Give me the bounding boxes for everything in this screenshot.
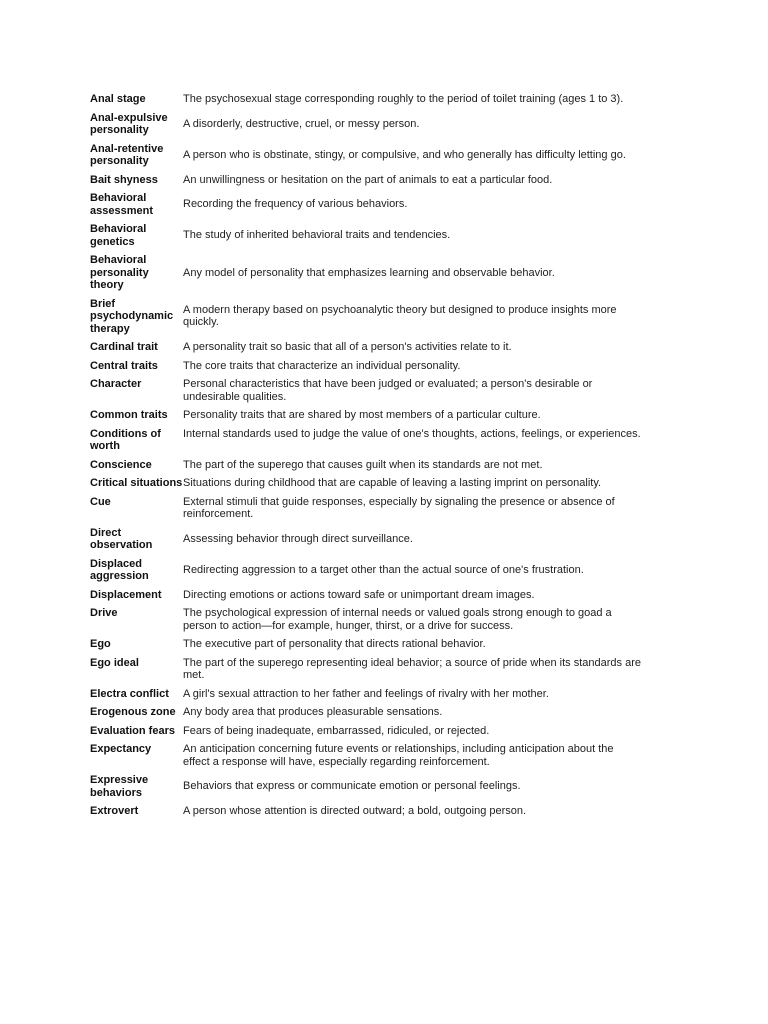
glossary-term: Bait shyness [90, 173, 158, 186]
glossary-definition: An anticipation concerning future events or relationships, including anticipation about the effect a response will have, especially regarding reinforcement. [183, 743, 614, 768]
glossary-definition: An unwillingness or hesitation on the part of animals to eat a particular food. [183, 173, 553, 186]
glossary-term: Direct observation [90, 526, 153, 551]
glossary-entry [90, 688, 650, 701]
glossary-entry [90, 223, 650, 248]
glossary-term: Common traits [90, 409, 168, 421]
glossary-entry [90, 428, 650, 453]
glossary-entry [90, 459, 650, 472]
glossary-entry [90, 805, 650, 818]
glossary-term: Behavioral genetics [90, 223, 147, 248]
glossary-entry [90, 93, 650, 106]
glossary-definition: A person who is obstinate, stingy, or compulsive, and who generally has difficulty letting go. [183, 148, 626, 161]
glossary-definition: The psychosexual stage corresponding roughly to the period of toilet training (ages 1 to 3). [183, 93, 624, 105]
glossary-term: Cardinal trait [90, 341, 158, 353]
glossary-entry [90, 657, 650, 682]
glossary-definition: Directing emotions or actions toward safe or unimportant dream images. [183, 588, 535, 601]
glossary-entry [90, 298, 650, 336]
glossary-definition: The core traits that characterize an individual personality. [183, 359, 461, 372]
glossary-definition: The study of inherited behavioral traits and tendencies. [183, 229, 451, 242]
glossary-term: Evaluation fears [90, 724, 175, 737]
glossary-definition: Personal characteristics that have been judged or evaluated; a person's desirable or undesirable qualities. [183, 378, 593, 403]
glossary-entry [90, 174, 650, 187]
glossary-entry [90, 589, 650, 602]
glossary-term: Behavioral personality theory [90, 254, 149, 291]
glossary-definition: A girl's sexual attraction to her father and feelings of rivalry with her mother. [183, 687, 549, 700]
glossary-term: Conditions of worth [90, 427, 161, 452]
glossary-term: Electra conflict [90, 687, 169, 700]
glossary-entry [90, 706, 650, 719]
glossary-entry [90, 378, 650, 403]
glossary-term: Ego ideal [90, 656, 139, 669]
glossary-term: Expressive behaviors [90, 774, 149, 799]
glossary-term: Behavioral assessment [90, 192, 153, 217]
glossary-entry [90, 477, 650, 490]
glossary-entry [90, 341, 650, 354]
glossary-term: Displacement [90, 588, 162, 601]
glossary-term: Erogenous zone [90, 706, 176, 718]
glossary-entry [90, 192, 650, 217]
glossary-definition: External stimuli that guide responses, especially by signaling the presence or absence of reinforcement. [183, 495, 615, 520]
glossary-term: Cue [90, 495, 111, 508]
glossary-definition: A modern therapy based on psychoanalytic theory but designed to produce insights more quickly. [183, 303, 617, 329]
glossary-definition: Assessing behavior through direct surveillance. [183, 532, 413, 545]
glossary-entry [90, 774, 650, 799]
glossary-entry [90, 725, 650, 738]
glossary-term: Displaced aggression [90, 557, 149, 582]
glossary-term: Expectancy [90, 743, 152, 755]
glossary-definition: The part of the superego that causes guilt when its standards are not met. [183, 458, 543, 471]
glossary-term: Brief psychodynamic therapy [90, 297, 174, 335]
glossary-definition: Personality traits that are shared by most members of a particular culture. [183, 409, 541, 421]
glossary-definition: A personality trait so basic that all of a person's activities relate to it. [183, 341, 512, 353]
glossary-entry [90, 558, 650, 583]
glossary-term: Extrovert [90, 805, 139, 817]
glossary-definition: Redirecting aggression to a target other than the actual source of one's frustration. [183, 563, 584, 576]
glossary-definition: The psychological expression of internal needs or valued goals strong enough to goad a person to action—for example, hunger, thirst, or a drive for success. [183, 607, 612, 632]
glossary-entry [90, 743, 650, 768]
glossary-term: Anal stage [90, 93, 146, 105]
glossary-table [90, 93, 650, 824]
glossary-term: Anal-retentive personality [90, 142, 164, 167]
glossary-definition: Internal standards used to judge the value of one's thoughts, actions, feelings, or experiences. [183, 427, 641, 440]
glossary-definition: Any model of personality that emphasizes learning and observable behavior. [183, 266, 555, 279]
glossary-definition: A disorderly, destructive, cruel, or messy person. [183, 117, 420, 130]
glossary-term: Anal-expulsive personality [90, 111, 168, 136]
glossary-term: Conscience [90, 458, 152, 471]
glossary-term: Critical situations [90, 477, 183, 489]
glossary-entry [90, 496, 650, 521]
glossary-definition: Recording the frequency of various behaviors. [183, 198, 408, 211]
glossary-entry [90, 254, 650, 292]
glossary-term: Character [90, 378, 142, 390]
glossary-definition: Situations during childhood that are capable of leaving a lasting imprint on personality. [183, 477, 602, 489]
glossary-term: Drive [90, 607, 118, 619]
glossary-entry [90, 360, 650, 373]
glossary-entry [90, 409, 650, 422]
glossary-definition: Behaviors that express or communicate emotion or personal feelings. [183, 780, 521, 793]
glossary-entry [90, 112, 650, 137]
glossary-definition: Fears of being inadequate, embarrassed, ridiculed, or rejected. [183, 724, 490, 737]
glossary-entry [90, 143, 650, 168]
glossary-definition: A person whose attention is directed outward; a bold, outgoing person. [183, 805, 527, 817]
glossary-term: Ego [90, 638, 111, 650]
glossary-entry [90, 527, 650, 552]
glossary-definition: The part of the superego representing ideal behavior; a source of pride when its standards are met. [183, 656, 641, 681]
glossary-definition: Any body area that produces pleasurable sensations. [183, 706, 443, 718]
glossary-entry [90, 638, 650, 651]
glossary-definition: The executive part of personality that directs rational behavior. [183, 638, 486, 650]
glossary-entry [90, 607, 650, 632]
glossary-term: Central traits [90, 359, 158, 372]
